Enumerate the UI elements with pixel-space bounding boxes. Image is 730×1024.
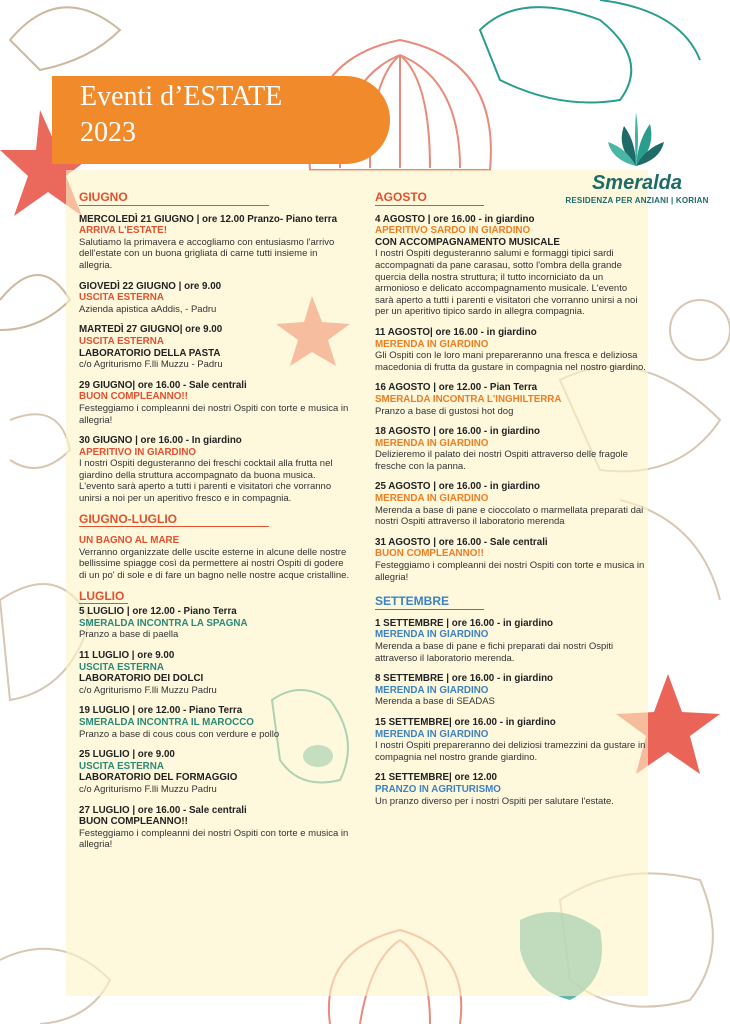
event-date: 11 AGOSTO| ore 16.00 - in giardino (375, 326, 537, 338)
event-date: 25 LUGLIO | ore 9.00 (79, 749, 175, 761)
event-description: Merenda a base di pane e fichi preparati dai nostri Ospiti attraverso il laboratorio merenda. (375, 641, 614, 664)
event-description: Festeggiamo i compleanni dei nostri Ospiti con torte e musica in allegria! (79, 827, 349, 851)
event-description: Un pranzo diverso per i nostri Ospiti per salutare l'estate. (375, 795, 614, 807)
section-title-luglio: LUGLIO (79, 591, 128, 605)
event-description: c/o Agriturismo F.lli Muzzu Padru (79, 783, 217, 795)
event-title: USCITA ESTERNA (79, 292, 164, 304)
event-subtitle: LABORATORIO DELLA PASTA (79, 347, 221, 359)
event-title: BUON COMPLEANNO!! (375, 548, 484, 560)
event-date: 18 AGOSTO | ore 16.00 - in giardino (375, 426, 540, 438)
event-description: Festeggiamo i compleanni dei nostri Ospiti con torte e musica in allegria! (79, 402, 349, 426)
event-item (79, 535, 351, 581)
event-item (375, 214, 647, 318)
event-item (79, 805, 351, 851)
event-item (375, 673, 647, 708)
section-title-agosto: AGOSTO (375, 192, 484, 206)
event-title: MERENDA IN GIARDINO (375, 684, 489, 696)
event-item (79, 606, 351, 641)
event-description: Pranzo a base di gustosi hot dog (375, 405, 514, 417)
event-title: APERITIVO SARDO IN GIARDINO (375, 225, 531, 237)
event-description: Pranzo a base di paella (79, 629, 179, 641)
event-description: Delizieremo il palato dei nostri Ospiti attraverso delle fragole fresche con la panna. (375, 449, 628, 472)
event-description: Merenda a base di SEADAS (375, 696, 495, 708)
event-title: SMERALDA INCONTRA LA SPAGNA (79, 617, 248, 629)
brand-tagline: RESIDENZA PER ANZIANI | KORIAN (565, 196, 709, 205)
event-date: 21 SETTEMBRE| ore 12.00 (375, 772, 497, 784)
event-description: I nostri Ospiti prepareranno dei deliziosi tramezzini da gustare in compagnia nel nostro grande giardino. (375, 740, 646, 763)
section-title-giugno-luglio: GIUGNO-LUGLIO (79, 514, 269, 528)
event-item (375, 772, 647, 807)
event-title: USCITA ESTERNA (79, 335, 164, 347)
title-year: 2023 (80, 117, 136, 148)
event-date: MERCOLEDÌ 21 GIUGNO | ore 12.00 Pranzo- Piano terra (79, 213, 338, 225)
section-title-giugno: GIUGNO (79, 192, 269, 206)
event-date: 19 LUGLIO | ore 12.00 - Piano Terra (79, 705, 243, 717)
event-item (375, 382, 647, 417)
event-date: GIOVEDÌ 22 GIUGNO | ore 9.00 (79, 280, 222, 292)
event-title: MERENDA IN GIARDINO (375, 493, 489, 505)
event-item (79, 705, 351, 740)
event-title: UN BAGNO AL MARE (79, 535, 180, 547)
section-title-settembre: SETTEMBRE (375, 596, 484, 610)
event-title: BUON COMPLEANNO!! (79, 816, 188, 828)
event-date: 4 AGOSTO | ore 16.00 - in giardino (375, 213, 535, 225)
event-subtitle: LABORATORIO DEL FORMAGGIO (79, 772, 238, 784)
event-description: Verranno organizzate delle uscite esterne in alcune delle nostre bellissime spiagge così da permettere ai nostri Ospiti di godere di un po' di sole e di fare un bagno nelle nostre acque cristalline. (79, 546, 350, 582)
event-date: 27 LUGLIO | ore 16.00 - Sale centrali (79, 804, 247, 816)
event-date: 11 LUGLIO | ore 9.00 (79, 650, 175, 661)
title-line-1: Eventi d’ESTATE (80, 81, 283, 112)
event-date: 5 LUGLIO | ore 12.00 - Piano Terra (79, 606, 237, 618)
event-description: I nostri Ospiti degusteranno salumi e formaggi tipici sardi accompagnati da pane carasau, sotto l'ombra della grande quercia della nostra struttura; il tutto incorniciato da un armonioso e delicato accompagnamento musicale. L'evento sarà aperto a tutti i parenti e visitatori che vorranno unirsi a noi per un aperitivo tipico sardo in allegra compagnia. (375, 248, 638, 318)
event-title: MERENDA IN GIARDINO (375, 728, 489, 740)
event-item (375, 717, 647, 763)
event-title: USCITA ESTERNA (79, 661, 164, 673)
event-item (79, 650, 351, 696)
event-title: SMERALDA INCONTRA IL MAROCCO (79, 716, 254, 728)
event-date: MARTEDÌ 27 GIUGNO| ore 9.00 (79, 324, 223, 336)
event-item (79, 380, 351, 426)
event-date: 31 AGOSTO | ore 16.00 - Sale centrali (375, 536, 548, 548)
event-date: 1 SETTEMBRE | ore 16.00 - in giardino (375, 617, 554, 629)
event-item (375, 426, 647, 472)
left-column (79, 192, 351, 860)
event-item (375, 537, 647, 583)
event-description: Salutiamo la primavera e accogliamo con entusiasmo l'arrivo dell'estate con un buona grigliata di carne tutti insieme in allegria. (79, 236, 335, 271)
event-subtitle: LABORATORIO DEI DOLCI (79, 673, 204, 685)
event-title: PRANZO IN AGRITURISMO (375, 783, 501, 795)
event-date: 8 SETTEMBRE | ore 16.00 - in giardino (375, 673, 554, 685)
event-item (79, 435, 351, 505)
event-item (79, 214, 351, 272)
event-date: 15 SETTEMBRE| ore 16.00 - in giardino (375, 716, 556, 728)
event-description: Merenda a base di pane e cioccolato o marmellata preparati dai nostri Ospiti attraverso il laboratorio merenda (375, 504, 644, 528)
event-description: I nostri Ospiti degusteranno dei freschi cocktail alla frutta nel giardino della struttura accompagnato da buona musica. L'evento sarà aperto a tutti i parenti e visitatori che vorranno unirsi a noi per un aperitivo fresco e in compagnia. (79, 458, 333, 505)
event-item (79, 749, 351, 795)
event-subtitle: CON ACCOMPAGNAMENTO MUSICALE (375, 236, 560, 248)
event-item (79, 324, 351, 370)
event-date: 29 GIUGNO| ore 16.00 - Sale centrali (79, 379, 247, 391)
event-date: 25 AGOSTO | ore 16.00 - in giardino (375, 481, 540, 493)
event-description: c/o Agriturismo F.lli Muzzu Padru (79, 684, 217, 696)
event-item (375, 618, 647, 664)
event-title: MERENDA IN GIARDINO (375, 629, 489, 641)
event-date: 16 AGOSTO | ore 12.00 - Pian Terra (375, 382, 538, 394)
event-title: USCITA ESTERNA (79, 760, 164, 772)
event-title: ARRIVA L'ESTATE! (79, 225, 167, 237)
event-title: BUON COMPLEANNO!! (79, 391, 188, 403)
event-description: Festeggiamo i compleanni dei nostri Ospiti con torte e musica in allegria! (375, 560, 645, 583)
event-title: APERITIVO IN GIARDINO (79, 446, 197, 458)
event-item (79, 281, 351, 316)
event-item (375, 327, 647, 373)
event-title: SMERALDA INCONTRA L'INGHILTERRA (375, 393, 562, 405)
event-item (375, 481, 647, 527)
event-description: Azienda apistica aAddis, - Padru (79, 303, 217, 315)
event-title: MERENDA IN GIARDINO (375, 338, 489, 350)
event-description: Gli Ospiti con le loro mani prepareranno una fresca e deliziosa macedonia di frutta da gustare in compagnia nel nostro giardino. (375, 350, 646, 373)
event-description: Pranzo a base di cous cous con verdure e pollo (79, 728, 280, 740)
leaves-icon (606, 108, 666, 170)
event-date: 30 GIUGNO | ore 16.00 - In giardino (79, 435, 242, 447)
title-banner (52, 76, 390, 164)
brand-name: Smeralda (591, 172, 683, 194)
right-column (375, 192, 647, 816)
event-description: c/o Agriturismo F.lli Muzzu - Padru (79, 359, 223, 371)
event-title: MERENDA IN GIARDINO (375, 437, 489, 449)
